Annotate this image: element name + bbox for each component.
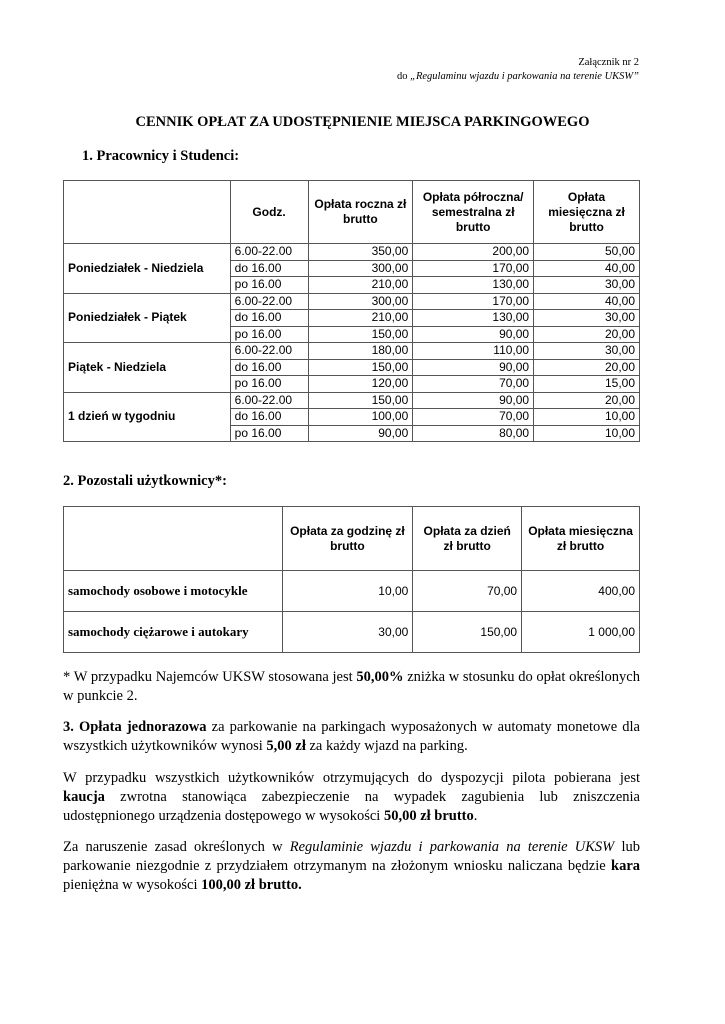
other-users-price-table <box>63 506 640 653</box>
price-cell: 150,00 <box>308 359 413 376</box>
day-range-label: 1 dzień w tygodniu <box>64 392 231 442</box>
price-cell: 30,00 <box>534 343 640 360</box>
hours-cell: 6.00-22.00 <box>230 244 308 261</box>
text-fragment: 3. Opłata jednorazowa <box>63 719 207 735</box>
table-row <box>64 392 640 409</box>
table-row <box>64 293 640 310</box>
price-cell: 90,00 <box>413 326 534 343</box>
price-cell: 180,00 <box>308 343 413 360</box>
hours-cell: do 16.00 <box>230 359 308 376</box>
hours-cell: do 16.00 <box>230 260 308 277</box>
price-cell: 10,00 <box>282 571 413 612</box>
annex-number: Załącznik nr 2 <box>578 57 639 68</box>
text-fragment: * W przypadku Najemców UKSW stosowana jest <box>63 669 357 685</box>
price-cell: 80,00 <box>413 425 534 442</box>
text-fragment: lub parkowanie niezgodnie z przydziałem otrzymanym na złożonym wniosku naliczana będzie <box>63 839 640 874</box>
price-cell: 20,00 <box>534 359 640 376</box>
price-cell: 70,00 <box>413 376 534 393</box>
document-title: CENNIK OPŁAT ZA UDOSTĘPNIENIE MIEJSCA PARKINGOWEGO <box>135 114 590 130</box>
price-cell: 30,00 <box>534 310 640 327</box>
price-cell: 50,00 <box>534 244 640 261</box>
price-cell: 170,00 <box>413 260 534 277</box>
price-cell: 120,00 <box>308 376 413 393</box>
text-fragment: kara <box>611 858 640 874</box>
day-range-label: Piątek - Niedziela <box>64 343 231 393</box>
column-header <box>64 181 231 244</box>
text-fragment: zwrotna stanowiąca zabezpieczenie na wypadek zagubienia lub zniszczenia udostępnionego urządzenia dostępowego w wysokości <box>63 789 640 824</box>
staff-student-price-table <box>63 180 640 442</box>
price-cell: 200,00 <box>413 244 534 261</box>
price-cell: 300,00 <box>308 293 413 310</box>
hours-cell: po 16.00 <box>230 376 308 393</box>
hours-cell: 6.00-22.00 <box>230 392 308 409</box>
text-fragment: pieniężna w wysokości <box>63 877 202 893</box>
text-fragment: 5,00 zł <box>266 738 306 754</box>
price-cell: 150,00 <box>308 392 413 409</box>
section2-heading: 2. Pozostali użytkownicy*: <box>63 473 227 489</box>
price-cell: 210,00 <box>308 277 413 294</box>
price-cell: 350,00 <box>308 244 413 261</box>
column-header: Opłata za godzinę zł brutto <box>282 507 413 571</box>
price-cell: 90,00 <box>413 359 534 376</box>
text-fragment: 50,00% <box>356 669 404 685</box>
price-cell: 150,00 <box>413 612 522 653</box>
day-range-label: Poniedziałek - Piątek <box>64 293 231 343</box>
price-cell: 110,00 <box>413 343 534 360</box>
vehicle-type-label: samochody osobowe i motocykle <box>64 571 283 612</box>
hours-cell: po 16.00 <box>230 277 308 294</box>
hours-cell: do 16.00 <box>230 409 308 426</box>
price-cell: 90,00 <box>308 425 413 442</box>
price-cell: 300,00 <box>308 260 413 277</box>
column-header: Opłata półroczna/ semestralna zł brutto <box>413 181 534 244</box>
table-row <box>64 612 640 653</box>
table-row <box>64 571 640 612</box>
text-fragment: kaucja <box>63 789 105 805</box>
column-header: Opłata miesięczna zł brutto <box>522 507 640 571</box>
price-cell: 40,00 <box>534 293 640 310</box>
price-cell: 130,00 <box>413 310 534 327</box>
annex-note <box>397 56 639 84</box>
price-cell: 70,00 <box>413 409 534 426</box>
price-cell: 20,00 <box>534 326 640 343</box>
text-fragment: Regulaminie wjazdu i parkowania na terenie UKSW <box>289 839 615 855</box>
column-header: Opłata miesięczna zł brutto <box>534 181 640 244</box>
text-fragment: . <box>473 808 478 824</box>
column-header: Opłata roczna zł brutto <box>308 181 413 244</box>
hours-cell: do 16.00 <box>230 310 308 327</box>
price-cell: 170,00 <box>413 293 534 310</box>
price-cell: 90,00 <box>413 392 534 409</box>
text-fragment: za każdy wjazd na parking. <box>305 738 468 754</box>
price-cell: 40,00 <box>534 260 640 277</box>
price-cell: 150,00 <box>308 326 413 343</box>
price-cell: 20,00 <box>534 392 640 409</box>
text-fragment: zniżka w stosunku do opłat określonych w punkcie 2. <box>63 669 640 704</box>
hours-cell: po 16.00 <box>230 425 308 442</box>
vehicle-type-label: samochody ciężarowe i autokary <box>64 612 283 653</box>
price-cell: 1 000,00 <box>522 612 640 653</box>
penalty-paragraph <box>63 838 640 895</box>
text-fragment: za parkowanie na parkingach wyposażonych w automaty monetowe dla wszystkich użytkowników wynosi <box>63 719 640 754</box>
one-time-fee-paragraph <box>63 718 640 756</box>
price-cell: 10,00 <box>534 409 640 426</box>
discount-note <box>63 668 640 706</box>
day-range-label: Poniedziałek - Niedziela <box>64 244 231 294</box>
price-cell: 210,00 <box>308 310 413 327</box>
price-cell: 15,00 <box>534 376 640 393</box>
text-fragment: 100,00 zł brutto. <box>201 877 302 893</box>
column-header <box>64 507 283 571</box>
price-cell: 100,00 <box>308 409 413 426</box>
hours-cell: po 16.00 <box>230 326 308 343</box>
price-cell: 130,00 <box>413 277 534 294</box>
text-fragment: 50,00 zł brutto <box>383 808 474 824</box>
price-cell: 30,00 <box>282 612 413 653</box>
price-cell: 400,00 <box>522 571 640 612</box>
hours-cell: 6.00-22.00 <box>230 293 308 310</box>
table-row <box>64 343 640 360</box>
price-cell: 70,00 <box>413 571 522 612</box>
column-header: Opłata za dzień zł brutto <box>413 507 522 571</box>
price-cell: 10,00 <box>534 425 640 442</box>
price-cell: 30,00 <box>534 277 640 294</box>
table-row <box>64 244 640 261</box>
annex-prefix: do <box>397 71 411 82</box>
text-fragment: Za naruszenie zasad określonych w <box>63 839 290 855</box>
annex-regulation: „Regulaminu wjazdu i parkowania na terenie UKSW” <box>410 71 639 82</box>
hours-cell: 6.00-22.00 <box>230 343 308 360</box>
section1-heading: 1. Pracownicy i Studenci: <box>82 148 240 164</box>
text-fragment: W przypadku wszystkich użytkowników otrzymujących do dyspozycji pilota pobierana jest <box>63 770 640 786</box>
deposit-paragraph <box>63 769 640 826</box>
column-header: Godz. <box>230 181 308 244</box>
